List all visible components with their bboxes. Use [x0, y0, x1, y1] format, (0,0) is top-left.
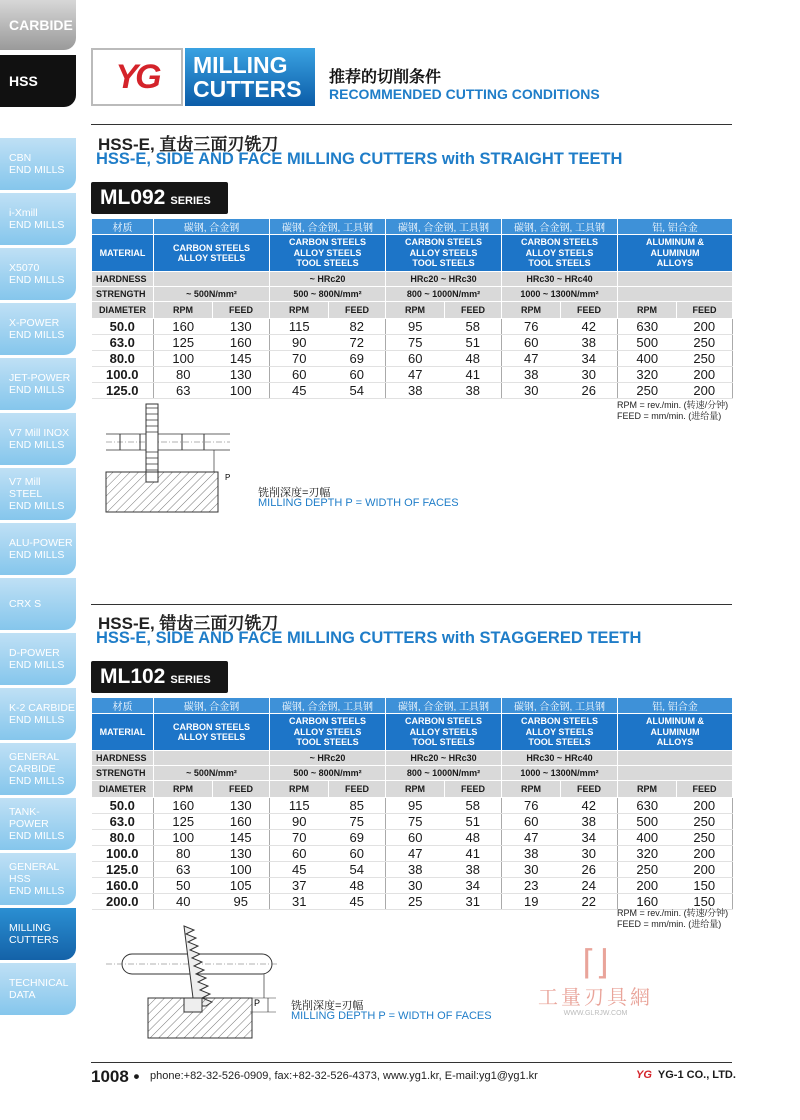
table-cell: 60: [270, 367, 329, 383]
table-cell: 250: [618, 383, 677, 399]
table-cell: 100: [213, 862, 270, 878]
table-cell: 碳钢, 合金钢: [154, 698, 270, 714]
sidebar-tab[interactable]: X-POWER END MILLS: [0, 303, 76, 355]
table-cell: 130: [213, 846, 270, 862]
table-cell: 85: [329, 798, 386, 814]
table-cell: 800 ~ 1000N/mm²: [386, 766, 502, 781]
table-cell: 48: [445, 830, 502, 846]
section1-title-cn: HSS-E, 直齿三面刃铣刀: [98, 135, 279, 154]
series-badge-ml092: ML092 SERIES: [91, 182, 228, 214]
table-cell: ALUMINUM & ALUMINUM ALLOYS: [618, 714, 733, 751]
table-cell: 19: [502, 894, 561, 910]
table-cell: DIAMETER: [92, 302, 154, 319]
table-row: [92, 781, 733, 798]
table-cell: [154, 751, 270, 766]
table-cell: 60: [329, 367, 386, 383]
table-cell: 碳钢, 合金钢, 工具钢: [502, 219, 618, 235]
table-cell: 37: [270, 878, 329, 894]
table-cell: 630: [618, 319, 677, 335]
section1-title-en: HSS-E, SIDE AND FACE MILLING CUTTERS with STRAIGHT TEETH: [96, 150, 623, 168]
table-cell: 160: [154, 319, 213, 335]
table-cell: 48: [329, 878, 386, 894]
table-cell: 250: [677, 351, 733, 367]
table-cell: STRENGTH: [92, 766, 154, 781]
table-cell: 30: [386, 878, 445, 894]
table-cell: HARDNESS: [92, 751, 154, 766]
table-cell: 80.0: [92, 830, 154, 846]
divider: [91, 124, 732, 125]
table-cell: 75: [329, 814, 386, 830]
sidebar-tab[interactable]: V7 Mill STEEL END MILLS: [0, 468, 76, 520]
table-cell: 45: [270, 383, 329, 399]
table-cell: RPM: [502, 302, 561, 319]
table-cell: 42: [561, 798, 618, 814]
table-cell: CARBON STEELS ALLOY STEELS: [154, 714, 270, 751]
sidebar-tab[interactable]: JET-POWER END MILLS: [0, 358, 76, 410]
table-row: [92, 766, 733, 781]
table-cell: 90: [270, 335, 329, 351]
milling-cutters-banner: [185, 48, 315, 106]
table-cell: 38: [386, 862, 445, 878]
table-cell: RPM: [270, 302, 329, 319]
p-label: P: [225, 473, 231, 482]
table-cell: [618, 751, 733, 766]
table-cell: 材质: [92, 219, 154, 235]
table-row: [92, 351, 733, 367]
table-cell: 34: [561, 351, 618, 367]
table-cell: FEED: [213, 781, 270, 798]
table-cell: 125.0: [92, 862, 154, 878]
table-cell: 碳钢, 合金钢, 工具钢: [270, 219, 386, 235]
table-cell: CARBON STEELS ALLOY STEELS TOOL STEELS: [502, 714, 618, 751]
table-cell: 95: [213, 894, 270, 910]
table-cell: 碳钢, 合金钢, 工具钢: [386, 219, 502, 235]
table-row: [92, 367, 733, 383]
table-cell: ~ 500N/mm²: [154, 287, 270, 302]
table-cell: CARBON STEELS ALLOY STEELS TOOL STEELS: [270, 235, 386, 272]
table-cell: 34: [561, 830, 618, 846]
table-cell: 80: [154, 846, 213, 862]
table-cell: 60: [270, 846, 329, 862]
table-row: [92, 383, 733, 399]
sidebar-tab[interactable]: HSS: [0, 55, 76, 107]
table-cell: 38: [502, 367, 561, 383]
table-row: [92, 698, 733, 714]
milling-depth-cn-2: 铣削深度=刃幅: [291, 1000, 364, 1012]
table-cell: FEED: [677, 302, 733, 319]
table-cell: 75: [386, 814, 445, 830]
table-cell: 80: [154, 367, 213, 383]
table-cell: 47: [502, 830, 561, 846]
table-cell: HRc30 ~ HRc40: [502, 751, 618, 766]
table-cell: RPM: [386, 302, 445, 319]
banner-line1: MILLING: [193, 52, 288, 78]
table-cell: 30: [561, 367, 618, 383]
sidebar-tab[interactable]: CBN END MILLS: [0, 138, 76, 190]
table-cell: CARBON STEELS ALLOY STEELS TOOL STEELS: [386, 235, 502, 272]
milling-depth-cn-1: 铣削深度=刃幅: [258, 487, 331, 499]
sidebar-tab[interactable]: TANK-POWER END MILLS: [0, 798, 76, 850]
table-cell: 70: [270, 830, 329, 846]
table-cell: 48: [445, 351, 502, 367]
table-row: [92, 319, 733, 335]
table-cell: 160: [154, 798, 213, 814]
table-cell: 250: [677, 814, 733, 830]
table-cell: 105: [213, 878, 270, 894]
section2-title-cn: HSS-E, 错齿三面刃铣刀: [98, 614, 279, 633]
table-cell: ~ HRc20: [270, 751, 386, 766]
table-cell: FEED: [561, 781, 618, 798]
table-cell: 250: [677, 335, 733, 351]
table-cell: 38: [561, 814, 618, 830]
footer-divider: [91, 1062, 732, 1063]
table-cell: RPM: [618, 302, 677, 319]
table-cell: 30: [502, 383, 561, 399]
table-cell: 碳钢, 合金钢, 工具钢: [270, 698, 386, 714]
sidebar-tab[interactable]: K-2 CARBIDE END MILLS: [0, 688, 76, 740]
table-cell: 160: [213, 335, 270, 351]
table-cell: RPM: [618, 781, 677, 798]
table-cell: 铝, 铝合金: [618, 698, 733, 714]
table-cell: 72: [329, 335, 386, 351]
table-cell: ~ 500N/mm²: [154, 766, 270, 781]
page-header: [91, 48, 731, 108]
table-cell: FEED: [213, 302, 270, 319]
table-row: [92, 751, 733, 766]
table-row: [92, 219, 733, 235]
table-cell: 100.0: [92, 367, 154, 383]
table-cell: 200: [677, 862, 733, 878]
table-cell: [618, 272, 733, 287]
table-row: [92, 862, 733, 878]
table-cell: 150: [677, 894, 733, 910]
section2-title-en: HSS-E, SIDE AND FACE MILLING CUTTERS with STAGGERED TEETH: [96, 629, 642, 647]
staggered-teeth-diagram: [100, 918, 280, 1044]
table-cell: MATERIAL: [92, 714, 154, 751]
table-cell: 82: [329, 319, 386, 335]
table-cell: RPM: [154, 302, 213, 319]
table-cell: CARBON STEELS ALLOY STEELS: [154, 235, 270, 272]
table-cell: 47: [386, 846, 445, 862]
sidebar-tab[interactable]: i-Xmill END MILLS: [0, 193, 76, 245]
sidebar-tab[interactable]: GENERAL CARBIDE END MILLS: [0, 743, 76, 795]
table-cell: 800 ~ 1000N/mm²: [386, 287, 502, 302]
table-cell: 69: [329, 830, 386, 846]
table-cell: 50.0: [92, 319, 154, 335]
table-cell: CARBON STEELS ALLOY STEELS TOOL STEELS: [386, 714, 502, 751]
table-cell: 125: [154, 335, 213, 351]
table-cell: 60: [502, 814, 561, 830]
table-cell: 60: [386, 830, 445, 846]
straight-teeth-diagram: [100, 400, 250, 518]
milling-depth-en-1: MILLING DEPTH P = WIDTH OF FACES: [258, 497, 459, 509]
table-cell: 160: [618, 894, 677, 910]
table-cell: 60: [502, 335, 561, 351]
table-row: [92, 302, 733, 319]
table-cell: 200: [677, 319, 733, 335]
table-cell: 63.0: [92, 335, 154, 351]
table-cell: 38: [445, 862, 502, 878]
table-cell: 51: [445, 814, 502, 830]
table-cell: FEED: [445, 781, 502, 798]
sidebar-tab[interactable]: D-POWER END MILLS: [0, 633, 76, 685]
table-cell: 23: [502, 878, 561, 894]
table-cell: 130: [213, 798, 270, 814]
table-cell: 200: [677, 846, 733, 862]
table-cell: 45: [270, 862, 329, 878]
table-row: [92, 335, 733, 351]
table-row: [92, 846, 733, 862]
table-cell: 200: [677, 798, 733, 814]
table-cell: 22: [561, 894, 618, 910]
table-cell: 115: [270, 319, 329, 335]
table-cell: RPM: [386, 781, 445, 798]
table-cell: 38: [502, 846, 561, 862]
table-row: [92, 235, 733, 272]
table-cell: 铝, 铝合金: [618, 219, 733, 235]
table-cell: HARDNESS: [92, 272, 154, 287]
table-row: [92, 287, 733, 302]
table-cell: 150: [677, 878, 733, 894]
table-cell: 54: [329, 383, 386, 399]
table-cell: [618, 287, 733, 302]
table-cell: 115: [270, 798, 329, 814]
table-cell: CARBON STEELS ALLOY STEELS TOOL STEELS: [270, 714, 386, 751]
table-cell: 26: [561, 862, 618, 878]
table-cell: FEED: [677, 781, 733, 798]
table-cell: 75: [386, 335, 445, 351]
table-cell: 400: [618, 351, 677, 367]
table-cell: 40: [154, 894, 213, 910]
table-cell: 50.0: [92, 798, 154, 814]
table-cell: 130: [213, 367, 270, 383]
yg-logo: YG: [91, 48, 183, 106]
table-cell: 58: [445, 798, 502, 814]
sidebar-tab[interactable]: CRX S: [0, 578, 76, 630]
sidebar-tab[interactable]: V7 Mill INOX END MILLS: [0, 413, 76, 465]
table-cell: 100: [154, 830, 213, 846]
table-cell: 31: [270, 894, 329, 910]
table-cell: 160: [213, 814, 270, 830]
table-cell: 1000 ~ 1300N/mm²: [502, 766, 618, 781]
table-cell: RPM: [270, 781, 329, 798]
table-cell: HRc20 ~ HRc30: [386, 751, 502, 766]
table-cell: 100: [213, 383, 270, 399]
table-cell: 200: [618, 878, 677, 894]
table-cell: 63: [154, 383, 213, 399]
table-cell: 54: [329, 862, 386, 878]
divider: [91, 604, 732, 605]
table-cell: 630: [618, 798, 677, 814]
table-cell: 130: [213, 319, 270, 335]
table-cell: [154, 272, 270, 287]
table-cell: 90: [270, 814, 329, 830]
table-cell: FEED: [561, 302, 618, 319]
table-cell: FEED: [329, 781, 386, 798]
table-cell: 125.0: [92, 383, 154, 399]
table-cell: 69: [329, 351, 386, 367]
sidebar-tab[interactable]: X5070 END MILLS: [0, 248, 76, 300]
sidebar-tab[interactable]: TECHNICAL DATA: [0, 963, 76, 1015]
table-cell: FEED: [445, 302, 502, 319]
p-label: P: [254, 998, 261, 1008]
table-cell: 24: [561, 878, 618, 894]
header-title-en: RECOMMENDED CUTTING CONDITIONS: [329, 86, 600, 102]
table-cell: 30: [502, 862, 561, 878]
series-badge-ml102: ML102 SERIES: [91, 661, 228, 693]
table-cell: 160.0: [92, 878, 154, 894]
table-cell: 63: [154, 862, 213, 878]
table-cell: 38: [386, 383, 445, 399]
table-cell: HRc30 ~ HRc40: [502, 272, 618, 287]
units-note: RPM = rev./min. (转速/分钟) FEED = mm/min. (进给量): [617, 908, 729, 929]
table-cell: 30: [561, 846, 618, 862]
table-cell: 26: [561, 383, 618, 399]
table-cell: HRc20 ~ HRc30: [386, 272, 502, 287]
table-cell: 100.0: [92, 846, 154, 862]
units-note: RPM = rev./min. (转速/分钟) FEED = mm/min. (进给量): [617, 400, 729, 421]
page-number: 1008 •: [91, 1067, 140, 1086]
table-cell: STRENGTH: [92, 287, 154, 302]
sidebar-tab[interactable]: CARBIDE: [0, 0, 76, 50]
contact-info: phone:+82-32-526-0909, fax:+82-32-526-4373, www.yg1.kr, E-mail:yg1@yg1.kr: [150, 1070, 538, 1082]
table-cell: 70: [270, 351, 329, 367]
table-cell: 47: [502, 351, 561, 367]
table-row: [92, 878, 733, 894]
table-cell: 320: [618, 367, 677, 383]
table-cell: 51: [445, 335, 502, 351]
sidebar-tab[interactable]: MILLING CUTTERS: [0, 908, 76, 960]
table-cell: 碳钢, 合金钢: [154, 219, 270, 235]
table-row: [92, 814, 733, 830]
table-row: [92, 798, 733, 814]
table-cell: 38: [561, 335, 618, 351]
table-cell: 45: [329, 894, 386, 910]
table-cell: 63.0: [92, 814, 154, 830]
table-cell: 250: [618, 862, 677, 878]
table-cell: [618, 766, 733, 781]
table-cell: 碳钢, 合金钢, 工具钢: [386, 698, 502, 714]
table-cell: 145: [213, 351, 270, 367]
table-cell: 200.0: [92, 894, 154, 910]
table-cell: ~ HRc20: [270, 272, 386, 287]
table-cell: 400: [618, 830, 677, 846]
table-cell: 200: [677, 367, 733, 383]
table-row: [92, 714, 733, 751]
table-cell: 76: [502, 319, 561, 335]
table-row: [92, 272, 733, 287]
table-cell: 100: [154, 351, 213, 367]
sidebar-tab[interactable]: GENERAL HSS END MILLS: [0, 853, 76, 905]
table-cell: 95: [386, 319, 445, 335]
table-cell: MATERIAL: [92, 235, 154, 272]
banner-line2: CUTTERS: [193, 76, 302, 102]
corp-name: YG YG-1 CO., LTD.: [636, 1069, 736, 1081]
table-cell: 125: [154, 814, 213, 830]
table-cell: 500 ~ 800N/mm²: [270, 287, 386, 302]
table-cell: 58: [445, 319, 502, 335]
table-cell: FEED: [329, 302, 386, 319]
table-cell: 47: [386, 367, 445, 383]
table-cell: 材质: [92, 698, 154, 714]
table-cell: 碳钢, 合金钢, 工具钢: [502, 698, 618, 714]
sidebar-tab[interactable]: ALU-POWER END MILLS: [0, 523, 76, 575]
table-cell: RPM: [502, 781, 561, 798]
table-cell: 250: [677, 830, 733, 846]
table-cell: 60: [329, 846, 386, 862]
header-title-cn: 推荐的切削条件: [329, 69, 442, 86]
table-cell: RPM: [154, 781, 213, 798]
table-cell: 95: [386, 798, 445, 814]
table-cell: 320: [618, 846, 677, 862]
milling-depth-en-2: MILLING DEPTH P = WIDTH OF FACES: [291, 1010, 492, 1022]
table-cell: 42: [561, 319, 618, 335]
table-cell: 34: [445, 878, 502, 894]
table-cell: 38: [445, 383, 502, 399]
table-cell: 31: [445, 894, 502, 910]
table-cell: 41: [445, 367, 502, 383]
table-cell: 50: [154, 878, 213, 894]
table-row: [92, 830, 733, 846]
watermark: ⌈⌋ 工量刃具網 WWW.GLRJW.COM: [538, 944, 653, 1017]
cutting-table-ml102: [91, 697, 733, 910]
table-cell: 41: [445, 846, 502, 862]
table-cell: 1000 ~ 1300N/mm²: [502, 287, 618, 302]
table-cell: 25: [386, 894, 445, 910]
table-cell: DIAMETER: [92, 781, 154, 798]
table-cell: 500: [618, 335, 677, 351]
table-cell: 76: [502, 798, 561, 814]
table-cell: CARBON STEELS ALLOY STEELS TOOL STEELS: [502, 235, 618, 272]
table-cell: ALUMINUM & ALUMINUM ALLOYS: [618, 235, 733, 272]
table-cell: 200: [677, 383, 733, 399]
table-cell: 80.0: [92, 351, 154, 367]
cutting-table-ml092: [91, 218, 733, 399]
table-cell: 500: [618, 814, 677, 830]
sidebar: [0, 0, 76, 1120]
table-cell: 500 ~ 800N/mm²: [270, 766, 386, 781]
table-cell: 145: [213, 830, 270, 846]
table-cell: 60: [386, 351, 445, 367]
